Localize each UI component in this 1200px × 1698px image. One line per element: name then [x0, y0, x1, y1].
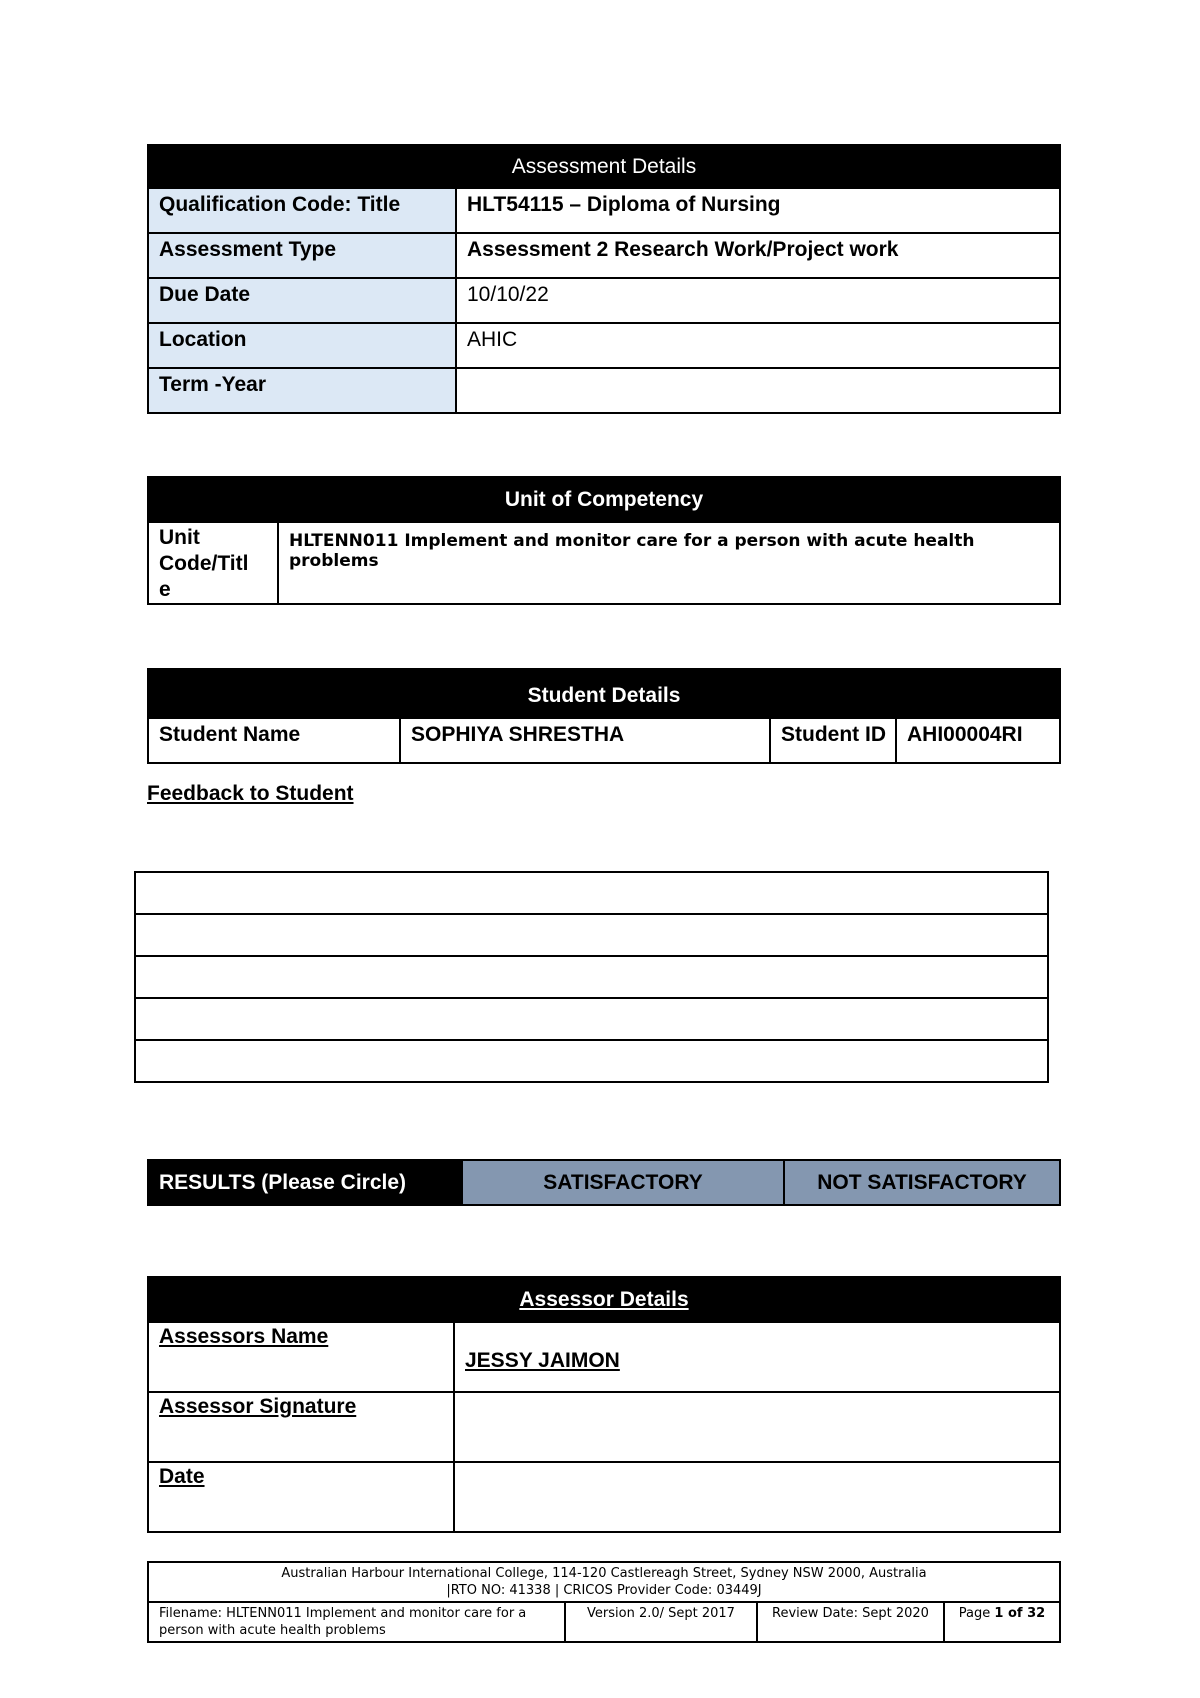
assessment-type-label: Assessment Type — [148, 233, 456, 278]
assessor-name-cell — [454, 1322, 1060, 1392]
student-details-table — [147, 668, 1061, 764]
feedback-table — [134, 871, 1049, 1083]
term-year-value[interactable] — [456, 368, 1060, 413]
qualification-value: HLT54115 – Diploma of Nursing — [456, 188, 1060, 233]
feedback-line[interactable] — [135, 914, 1048, 956]
assessor-details-header: Assessor Details — [148, 1277, 1060, 1322]
assessment-type-value: Assessment 2 Research Work/Project work — [456, 233, 1060, 278]
footer-version: Version 2.0/ Sept 2017 — [565, 1602, 757, 1642]
unit-of-competency-header: Unit of Competency — [148, 477, 1060, 522]
feedback-line[interactable] — [135, 872, 1048, 914]
due-date-label: Due Date — [148, 278, 456, 323]
unit-of-competency-table — [147, 476, 1061, 605]
unit-code-label-line: Code/Titl — [159, 552, 249, 575]
location-label: Location — [148, 323, 456, 368]
assessor-signature-label: Assessor Signature — [148, 1392, 454, 1462]
unit-code-value: HLTENN011 Implement and monitor care for a person with acute health problems — [278, 522, 1060, 604]
assessor-date-value[interactable] — [454, 1462, 1060, 1532]
assessment-details-table — [147, 144, 1061, 414]
qualification-label: Qualification Code: Title — [148, 188, 456, 233]
results-table — [147, 1159, 1061, 1206]
assessor-name-label: Assessors Name — [148, 1322, 454, 1392]
student-id-value: AHI00004RI — [896, 718, 1060, 763]
student-name-label: Student Name — [148, 718, 400, 763]
assessor-date-label: Date — [148, 1462, 454, 1532]
assessor-name-value: JESSY JAIMON — [465, 1349, 620, 1372]
assessor-signature-value[interactable] — [454, 1392, 1060, 1462]
student-details-header: Student Details — [148, 669, 1060, 718]
assessment-details-header: Assessment Details — [148, 145, 1060, 188]
due-date-value: 10/10/22 — [456, 278, 1060, 323]
unit-code-label-line: e — [159, 578, 171, 601]
student-id-label: Student ID — [770, 718, 896, 763]
feedback-title: Feedback to Student — [147, 782, 354, 805]
term-year-label: Term -Year — [148, 368, 456, 413]
footer-filename-line: Filename: HLTENN011 Implement and monitor care for a — [159, 1606, 527, 1621]
location-value: AHIC — [456, 323, 1060, 368]
footer-address — [148, 1562, 1060, 1602]
unit-code-label — [148, 522, 278, 604]
not-satisfactory-option[interactable]: NOT SATISFACTORY — [784, 1160, 1060, 1205]
page-footer — [147, 1561, 1061, 1643]
page-of: of — [1003, 1606, 1028, 1621]
feedback-line[interactable] — [135, 998, 1048, 1040]
footer-filename — [148, 1602, 565, 1642]
page-num: 1 — [994, 1606, 1004, 1621]
satisfactory-option[interactable]: SATISFACTORY — [462, 1160, 784, 1205]
footer-page-number — [944, 1602, 1060, 1642]
footer-rto-line: |RTO NO: 41338 | CRICOS Provider Code: 03449J — [446, 1583, 762, 1598]
feedback-line[interactable] — [135, 956, 1048, 998]
footer-address-line: Australian Harbour International College, 114-120 Castlereagh Street, Sydney NSW 2000, Australia — [281, 1566, 927, 1581]
footer-review-date: Review Date: Sept 2020 — [757, 1602, 944, 1642]
results-label: RESULTS (Please Circle) — [148, 1160, 462, 1205]
student-name-value: SOPHIYA SHRESTHA — [400, 718, 770, 763]
page-total: 32 — [1027, 1606, 1046, 1621]
footer-filename-line: person with acute health problems — [159, 1623, 386, 1638]
page-prefix: Page — [958, 1606, 995, 1621]
feedback-line[interactable] — [135, 1040, 1048, 1082]
unit-code-label-line: Unit — [159, 526, 200, 549]
assessor-details-table — [147, 1276, 1061, 1533]
